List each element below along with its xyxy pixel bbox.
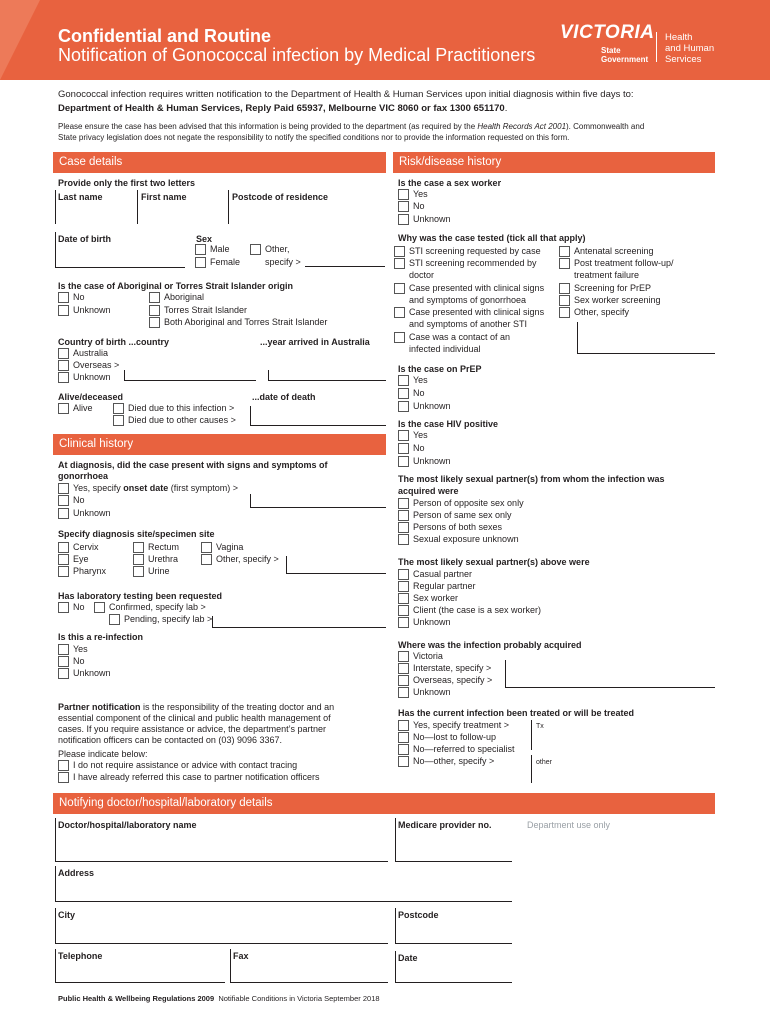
- intro-line-1: Gonococcal infection requires written notification to the Department of Health & Human Services upon initial diagnosis within five days to:: [58, 89, 634, 100]
- sw-unknown-label: Unknown: [413, 214, 451, 224]
- treated-other-checkbox[interactable]: [398, 756, 409, 767]
- partner-unknown-label: Sexual exposure unknown: [413, 534, 519, 544]
- site-cervix-checkbox[interactable]: [58, 542, 69, 553]
- treated-lost-checkbox[interactable]: [398, 732, 409, 743]
- prep-no-checkbox[interactable]: [398, 388, 409, 399]
- sex-worker-question: Is the case a sex worker: [398, 178, 502, 188]
- logo-divider: [656, 32, 657, 62]
- first-name-field[interactable]: [137, 190, 138, 224]
- reinfection-no-checkbox[interactable]: [58, 656, 69, 667]
- treated-referred-checkbox[interactable]: [398, 744, 409, 755]
- postcode-field[interactable]: [228, 190, 229, 224]
- cob-unknown-checkbox[interactable]: [58, 372, 69, 383]
- aboriginal-label: Aboriginal: [164, 292, 205, 302]
- where-interstate-label: Interstate, specify >: [413, 663, 492, 673]
- both-label: Both Aboriginal and Torres Strait Islander: [164, 317, 328, 327]
- sex-worker-partner-label: Sex worker: [413, 593, 459, 603]
- why-contact-label-2: infected individual: [409, 344, 481, 354]
- site-vagina-checkbox[interactable]: [201, 542, 212, 553]
- where-unknown-label: Unknown: [413, 687, 451, 697]
- sex-worker-partner-checkbox[interactable]: [398, 593, 409, 604]
- first-two-letters-note: Provide only the first two letters: [58, 178, 196, 188]
- died-this-checkbox[interactable]: [113, 403, 124, 414]
- partner-opposite-checkbox[interactable]: [398, 498, 409, 509]
- aboriginal-no-checkbox[interactable]: [58, 292, 69, 303]
- fax-label: Fax: [233, 951, 249, 961]
- lab-pending-label: Pending, specify lab >: [124, 614, 213, 624]
- site-eye-label: Eye: [73, 554, 89, 564]
- date-label: Date: [398, 953, 418, 963]
- cob-australia-label: Australia: [73, 348, 109, 358]
- notifier-heading: Notifying doctor/hospital/laboratory details: [53, 793, 715, 814]
- reinfection-question: Is this a re-infection: [58, 632, 144, 642]
- partner-source-question-1: The most likely sexual partner(s) from whom the infection was: [398, 474, 665, 484]
- site-other-field[interactable]: [286, 556, 386, 574]
- treated-referred-label: No—referred to specialist: [413, 744, 515, 754]
- why-clinical-other-label-2: and symptoms of another STI: [409, 319, 528, 329]
- cob-label: Country of birth ...country: [58, 337, 169, 347]
- dhhs-logo-text: Health and Human Services: [665, 32, 715, 65]
- why-other-label: Other, specify: [574, 307, 630, 317]
- aboriginal-unknown-label: Unknown: [73, 305, 111, 315]
- unknown-partner-checkbox[interactable]: [398, 617, 409, 628]
- address-field[interactable]: [55, 866, 512, 902]
- why-sti-requested-label: STI screening requested by case: [409, 246, 541, 256]
- site-urine-label: Urine: [148, 566, 170, 576]
- why-prep-label: Screening for PrEP: [574, 283, 652, 293]
- why-clinical-gonorrhoea-checkbox[interactable]: [394, 283, 405, 294]
- reinfection-yes-checkbox[interactable]: [58, 644, 69, 655]
- already-referred-checkbox[interactable]: [58, 772, 69, 783]
- why-clinical-gonorrhoea-label-2: and symptoms of gonorrhoea: [409, 295, 527, 305]
- partner-type-question: The most likely sexual partner(s) above were: [398, 557, 590, 567]
- site-pharynx-checkbox[interactable]: [58, 566, 69, 577]
- symptoms-yes-label: Yes, specify onset date (first symptom) >: [73, 483, 238, 493]
- client-partner-checkbox[interactable]: [398, 605, 409, 616]
- partner-same-checkbox[interactable]: [398, 510, 409, 521]
- treated-yes-label: Yes, specify treatment >: [413, 720, 509, 730]
- why-antenatal-label: Antenatal screening: [574, 246, 654, 256]
- alive-deceased-label: Alive/deceased: [58, 392, 124, 402]
- telephone-label: Telephone: [58, 951, 103, 961]
- symptoms-no-checkbox[interactable]: [58, 495, 69, 506]
- notifier-name-field[interactable]: [55, 818, 388, 862]
- last-name-label: Last name: [58, 192, 103, 202]
- unknown-partner-label: Unknown: [413, 617, 451, 627]
- treatment-other-field[interactable]: [531, 755, 532, 783]
- lab-question: Has laboratory testing been requested: [58, 591, 223, 601]
- why-sti-recommended-label: STI screening recommended by: [409, 258, 537, 268]
- aboriginal-question: Is the case of Aboriginal or Torres Strait Islander origin: [58, 281, 294, 291]
- why-other-field[interactable]: [577, 322, 715, 354]
- why-tested-question: Why was the case tested (tick all that apply): [398, 233, 586, 243]
- prep-no-label: No: [413, 388, 425, 398]
- sex-other-specify: specify >: [265, 257, 301, 267]
- why-post-treatment-label: Post treatment follow-up/: [574, 258, 674, 268]
- hiv-unknown-label: Unknown: [413, 456, 451, 466]
- victoria-logo: VICTORIA: [560, 22, 655, 43]
- sex-label: Sex: [196, 234, 213, 244]
- partner-both-label: Persons of both sexes: [413, 522, 503, 532]
- sex-other-label: Other,: [265, 244, 290, 254]
- medicare-label: Medicare provider no.: [398, 820, 492, 830]
- partner-notification-text-3: cases. If you require assistance or advice, the department’s partner: [58, 724, 326, 734]
- treated-yes-checkbox[interactable]: [398, 720, 409, 731]
- site-rectum-checkbox[interactable]: [133, 542, 144, 553]
- died-other-checkbox[interactable]: [113, 415, 124, 426]
- client-partner-label: Client (the case is a sex worker): [413, 605, 542, 615]
- partner-unknown-checkbox[interactable]: [398, 534, 409, 545]
- partner-both-checkbox[interactable]: [398, 522, 409, 533]
- why-antenatal-checkbox[interactable]: [559, 246, 570, 257]
- sw-yes-checkbox[interactable]: [398, 189, 409, 200]
- onset-date-field[interactable]: [250, 494, 386, 508]
- lab-field[interactable]: [212, 616, 386, 628]
- treated-other-label: No—other, specify >: [413, 756, 495, 766]
- sex-male-label: Male: [210, 244, 230, 254]
- symptoms-no-label: No: [73, 495, 85, 505]
- fax-field[interactable]: [230, 949, 388, 983]
- died-other-label: Died due to other causes >: [128, 415, 236, 425]
- tsi-label: Torres Strait Islander: [164, 305, 248, 315]
- lab-confirmed-checkbox[interactable]: [94, 602, 105, 613]
- died-this-label: Died due to this infection >: [128, 403, 235, 413]
- city-field[interactable]: [55, 908, 388, 944]
- casual-partner-checkbox[interactable]: [398, 569, 409, 580]
- site-other-label: Other, specify >: [216, 554, 279, 564]
- intro-line-3: Please ensure the case has been advised that this information is being provided to the department (as required by the Health Records Act 2001). Commonwealth and: [58, 122, 645, 131]
- sw-yes-label: Yes: [413, 189, 428, 199]
- prep-question: Is the case on PrEP: [398, 364, 482, 374]
- reinfection-no-label: No: [73, 656, 85, 666]
- treatment-field[interactable]: [531, 720, 532, 750]
- clinical-history-heading: Clinical history: [53, 434, 386, 455]
- no-assistance-label: I do not require assistance or advice with contact tracing: [73, 760, 298, 770]
- site-vagina-label: Vagina: [216, 542, 244, 552]
- hiv-no-checkbox[interactable]: [398, 443, 409, 454]
- risk-history-heading: Risk/disease history: [393, 152, 715, 173]
- date-death-label: ...date of death: [252, 392, 316, 402]
- partner-source-question-2: acquired were: [398, 486, 459, 496]
- aboriginal-unknown-checkbox[interactable]: [58, 305, 69, 316]
- date-death-field[interactable]: [250, 406, 386, 426]
- footer-text: Public Health & Wellbeing Regulations 2009 Notifiable Conditions in Victoria September 2018: [58, 994, 380, 1003]
- site-cervix-label: Cervix: [73, 542, 99, 552]
- why-clinical-other-label: Case presented with clinical signs: [409, 307, 545, 317]
- cob-overseas-label: Overseas >: [73, 360, 120, 370]
- why-contact-checkbox[interactable]: [394, 332, 405, 343]
- hiv-question: Is the case HIV positive: [398, 419, 499, 429]
- lab-confirmed-label: Confirmed, specify lab >: [109, 602, 206, 612]
- lab-pending-checkbox[interactable]: [109, 614, 120, 625]
- where-acquired-question: Where was the infection probably acquired: [398, 640, 582, 650]
- where-victoria-label: Victoria: [413, 651, 443, 661]
- hiv-yes-checkbox[interactable]: [398, 430, 409, 441]
- reinfection-yes-label: Yes: [73, 644, 88, 654]
- treated-question: Has the current infection been treated or will be treated: [398, 708, 635, 718]
- symptoms-unknown-label: Unknown: [73, 508, 111, 518]
- cob-unknown-label: Unknown: [73, 372, 111, 382]
- site-eye-checkbox[interactable]: [58, 554, 69, 565]
- lab-no-label: No: [73, 602, 85, 612]
- cob-overseas-checkbox[interactable]: [58, 360, 69, 371]
- site-urine-checkbox[interactable]: [133, 566, 144, 577]
- casual-partner-label: Casual partner: [413, 569, 473, 579]
- site-pharynx-label: Pharynx: [73, 566, 107, 576]
- address-label: Address: [58, 868, 95, 878]
- where-overseas-checkbox[interactable]: [398, 675, 409, 686]
- other-label: other: [536, 759, 552, 766]
- why-post-treatment-checkbox[interactable]: [559, 258, 570, 269]
- banner-corner-decoration: [0, 0, 40, 80]
- lab-no-checkbox[interactable]: [58, 602, 69, 613]
- case-details-heading: Case details: [53, 152, 386, 173]
- why-sti-requested-checkbox[interactable]: [394, 246, 405, 257]
- where-interstate-checkbox[interactable]: [398, 663, 409, 674]
- state-government-label: State Government: [601, 46, 649, 64]
- alive-checkbox[interactable]: [58, 403, 69, 414]
- regular-partner-checkbox[interactable]: [398, 581, 409, 592]
- sw-unknown-checkbox[interactable]: [398, 214, 409, 225]
- site-rectum-label: Rectum: [148, 542, 180, 552]
- intro-line-2: Department of Health & Human Services, Reply Paid 65937, Melbourne VIC 8060 or fax 1300 651170.: [58, 103, 508, 114]
- why-clinical-other-checkbox[interactable]: [394, 307, 405, 318]
- postcode-residence-label: Postcode of residence: [232, 192, 329, 202]
- tsi-checkbox[interactable]: [149, 305, 160, 316]
- why-post-treatment-label-2: treatment failure: [574, 270, 640, 280]
- postcode-label: Postcode: [398, 910, 439, 920]
- city-label: City: [58, 910, 76, 920]
- country-field[interactable]: [124, 370, 256, 381]
- site-urethra-checkbox[interactable]: [133, 554, 144, 565]
- partner-notification-text-1: Partner notification is the responsibility of the treating doctor and an: [58, 702, 335, 712]
- sw-no-label: No: [413, 201, 425, 211]
- aboriginal-no-label: No: [73, 292, 85, 302]
- why-sw-screening-checkbox[interactable]: [559, 295, 570, 306]
- prep-unknown-label: Unknown: [413, 401, 451, 411]
- where-victoria-checkbox[interactable]: [398, 651, 409, 662]
- where-specify-field[interactable]: [505, 660, 715, 688]
- no-assistance-checkbox[interactable]: [58, 760, 69, 771]
- why-sti-recommended-label-2: doctor: [409, 270, 435, 280]
- cob-australia-checkbox[interactable]: [58, 348, 69, 359]
- year-arrived-label: ...year arrived in Australia: [260, 337, 370, 347]
- partner-notification-text-2: essential component of the clinical and public health management of: [58, 713, 331, 723]
- form-subtitle: Notification of Gonococcal infection by Medical Practitioners: [58, 45, 536, 65]
- symptoms-question-1: At diagnosis, did the case present with signs and symptoms of: [58, 460, 328, 470]
- where-unknown-checkbox[interactable]: [398, 687, 409, 698]
- partner-opposite-label: Person of opposite sex only: [413, 498, 524, 508]
- hiv-yes-label: Yes: [413, 430, 428, 440]
- site-urethra-label: Urethra: [148, 554, 179, 564]
- hiv-unknown-checkbox[interactable]: [398, 456, 409, 467]
- prep-unknown-checkbox[interactable]: [398, 401, 409, 412]
- already-referred-label: I have already referred this case to partner notification officers: [73, 772, 320, 782]
- tx-label: Tx: [536, 723, 544, 730]
- why-sw-screening-label: Sex worker screening: [574, 295, 661, 305]
- where-overseas-label: Overseas, specify >: [413, 675, 493, 685]
- form-title: Confidential and Routine: [58, 26, 271, 46]
- site-other-checkbox[interactable]: [201, 554, 212, 565]
- sex-other-field[interactable]: [305, 266, 385, 267]
- regular-partner-label: Regular partner: [413, 581, 476, 591]
- both-checkbox[interactable]: [149, 317, 160, 328]
- why-clinical-gonorrhoea-label: Case presented with clinical signs: [409, 283, 545, 293]
- department-use-label: Department use only: [527, 820, 611, 830]
- prep-yes-checkbox[interactable]: [398, 375, 409, 386]
- date-field[interactable]: [395, 951, 512, 983]
- aboriginal-yes-checkbox[interactable]: [149, 292, 160, 303]
- symptoms-yes-checkbox[interactable]: [58, 483, 69, 494]
- please-indicate: Please indicate below:: [58, 749, 148, 759]
- why-contact-label: Case was a contact of an: [409, 332, 511, 342]
- sex-male-checkbox[interactable]: [195, 244, 206, 255]
- sex-other-checkbox[interactable]: [250, 244, 261, 255]
- notifier-name-label: Doctor/hospital/laboratory name: [58, 820, 197, 830]
- symptoms-question-2: gonorrhoea: [58, 471, 109, 481]
- sex-female-checkbox[interactable]: [195, 257, 206, 268]
- why-sti-recommended-checkbox[interactable]: [394, 258, 405, 269]
- year-arrived-field[interactable]: [268, 370, 386, 381]
- reinfection-unknown-label: Unknown: [73, 668, 111, 678]
- dob-field[interactable]: [55, 232, 185, 268]
- symptoms-unknown-checkbox[interactable]: [58, 508, 69, 519]
- postcode-notifier-field[interactable]: [395, 908, 512, 944]
- telephone-field[interactable]: [55, 949, 225, 983]
- sex-female-label: Female: [210, 257, 241, 267]
- last-name-field[interactable]: [55, 190, 56, 224]
- medicare-field[interactable]: [395, 818, 512, 862]
- first-name-label: First name: [141, 192, 187, 202]
- why-other-checkbox[interactable]: [559, 307, 570, 318]
- alive-label: Alive: [73, 403, 93, 413]
- site-question: Specify diagnosis site/specimen site: [58, 529, 215, 539]
- hiv-no-label: No: [413, 443, 425, 453]
- prep-yes-label: Yes: [413, 375, 428, 385]
- partner-notification-text-4: notification officers can be contacted on (03) 9096 3367.: [58, 735, 282, 745]
- dob-label: Date of birth: [58, 234, 111, 244]
- why-prep-checkbox[interactable]: [559, 283, 570, 294]
- intro-line-4: State privacy legislation does not negate the responsibility to notify the specified conditions nor to provide the information requested on this form.: [58, 133, 570, 142]
- partner-same-label: Person of same sex only: [413, 510, 512, 520]
- treated-lost-label: No—lost to follow-up: [413, 732, 497, 742]
- reinfection-unknown-checkbox[interactable]: [58, 668, 69, 679]
- sw-no-checkbox[interactable]: [398, 201, 409, 212]
